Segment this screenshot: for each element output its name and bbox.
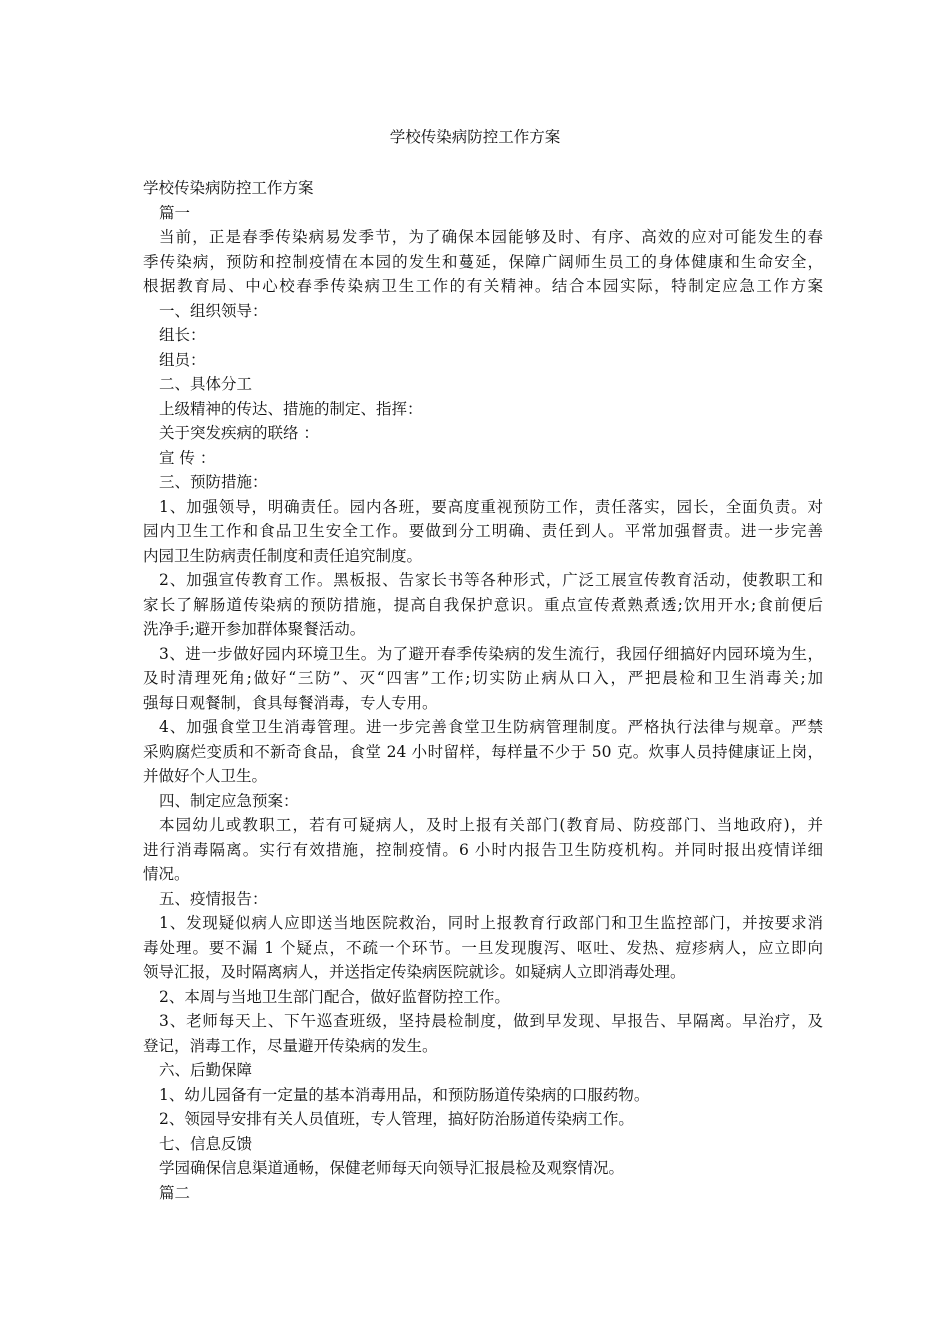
paragraph-line: 情况。	[143, 865, 190, 883]
paragraph-line: 3、进一步做好园内环境卫生。为了避开春季传染病的发生流行，我园仔细搞好内园环境为生，	[159, 644, 823, 663]
section-heading: 一、组织领导：	[159, 301, 268, 320]
paragraph-line: 毒处理。要不漏 1 个疑点，不疏一个环节。一旦发现腹泻、呕吐、发热、痘疹病人，应立即向	[143, 938, 823, 957]
section-heading: 四、制定应急预案：	[159, 791, 299, 810]
paragraph-line: 上级精神的传达、措施的制定、指挥：	[159, 399, 423, 418]
section-heading: 六、后勤保障	[159, 1061, 253, 1079]
paragraph-line: 进行消毒隔离。实行有效措施，控制疫情。6 小时内报告卫生防疫机构。并同时报出疫情详细	[143, 840, 823, 859]
section-heading: 三、预防措施：	[159, 473, 268, 491]
paragraph-line: 2、加强宣传教育工作。黑板报、告家长书等各种形式，广泛工展宣传教育活动，使教职工和	[159, 571, 823, 589]
paragraph-line: 组长：	[159, 326, 206, 344]
paragraph-line: 本园幼儿或教职工，若有可疑病人，及时上报有关部门(教育局、防疫部门、当地政府)，并	[159, 816, 823, 834]
paragraph-line: 宣 传 ：	[159, 448, 216, 467]
paragraph-line: 内园卫生防病责任制度和责任追究制度。	[143, 546, 423, 565]
paragraph-line: 园内卫生工作和食品卫生安全工作。要做到分工明确、责任到人。平常加强督责。进一步完善	[143, 522, 823, 540]
paragraph-line: 领导汇报，及时隔离病人，并送指定传染病医院就诊。如疑病人立即消毒处理。	[143, 963, 686, 981]
paragraph-line: 强每日观餐制，食具每餐消毒，专人专用。	[143, 693, 438, 712]
paragraph-line: 关于突发疾病的联络 ：	[159, 424, 319, 442]
paragraph-line: 采购腐烂变质和不新奇食品，食堂 24 小时留样，每样量不少于 50 克。炊事人员持健康证上岗，	[143, 742, 823, 761]
paragraph-line: 家长了解肠道传染病的预防措施，提高自我保护意识。重点宣传煮熟煮透;饮用开水;食前便后	[143, 595, 823, 614]
paragraph-line: 3、老师每天上、下午巡查班级，坚持晨检制度，做到早发现、早报告、早隔离。早治疗，及	[159, 1012, 823, 1030]
paragraph-line: 根据教育局、中心校春季传染病卫生工作的有关精神。结合本园实际，特制定应急工作方案	[143, 277, 823, 295]
paragraph-line: 并做好个人卫生。	[143, 767, 268, 785]
section-heading: 七、信息反馈	[159, 1134, 253, 1153]
paragraph-line: 1、发现疑似病人应即送当地医院救治，同时上报教育行政部门和卫生监控部门，并按要求消	[159, 914, 823, 932]
paragraph-line: 及时清理死角;做好“三防”、灭“四害”工作;切实防止病从口入，严把晨检和卫生消毒关;加	[143, 669, 823, 687]
paragraph-line: 4、加强食堂卫生消毒管理。进一步完善食堂卫生防病管理制度。严格执行法律与规章。严禁	[159, 718, 823, 736]
document-body	[143, 176, 823, 1205]
section-label: 篇一	[159, 203, 191, 222]
paragraph-line: 组员：	[159, 350, 206, 369]
paragraph-line: 学园确保信息渠道通畅，保健老师每天向领导汇报晨检及观察情况。	[159, 1159, 625, 1177]
paragraph-line: 洗净手;避开参加群体聚餐活动。	[143, 620, 366, 638]
section-label: 篇二	[159, 1183, 191, 1202]
paragraph-line: 1、幼儿园备有一定量的基本消毒用品，和预防肠道传染病的口服药物。	[159, 1085, 650, 1104]
paragraph-line: 2、本周与当地卫生部门配合，做好监督防控工作。	[159, 987, 510, 1006]
paragraph-line: 当前，正是春季传染病易发季节，为了确保本园能够及时、有序、高效的应对可能发生的春	[159, 228, 823, 246]
section-heading: 二、具体分工	[159, 375, 253, 393]
section-heading: 五、疫情报告：	[159, 889, 268, 908]
paragraph-line: 1、加强领导，明确责任。园内各班，要高度重视预防工作，责任落实，园长，全面负责。对	[159, 497, 823, 516]
paragraph-line: 季传染病，预防和控制疫情在本园的发生和蔓延，保障广阔师生员工的身体健康和生命安全，	[143, 252, 823, 271]
paragraph-line: 2、领园导安排有关人员值班，专人管理，搞好防治肠道传染病工作。	[159, 1110, 634, 1128]
paragraph-line: 登记，消毒工作，尽量避开传染病的发生。	[143, 1036, 438, 1055]
document-title: 学校传染病防控工作方案	[389, 128, 561, 146]
body-heading: 学校传染病防控工作方案	[143, 179, 314, 197]
